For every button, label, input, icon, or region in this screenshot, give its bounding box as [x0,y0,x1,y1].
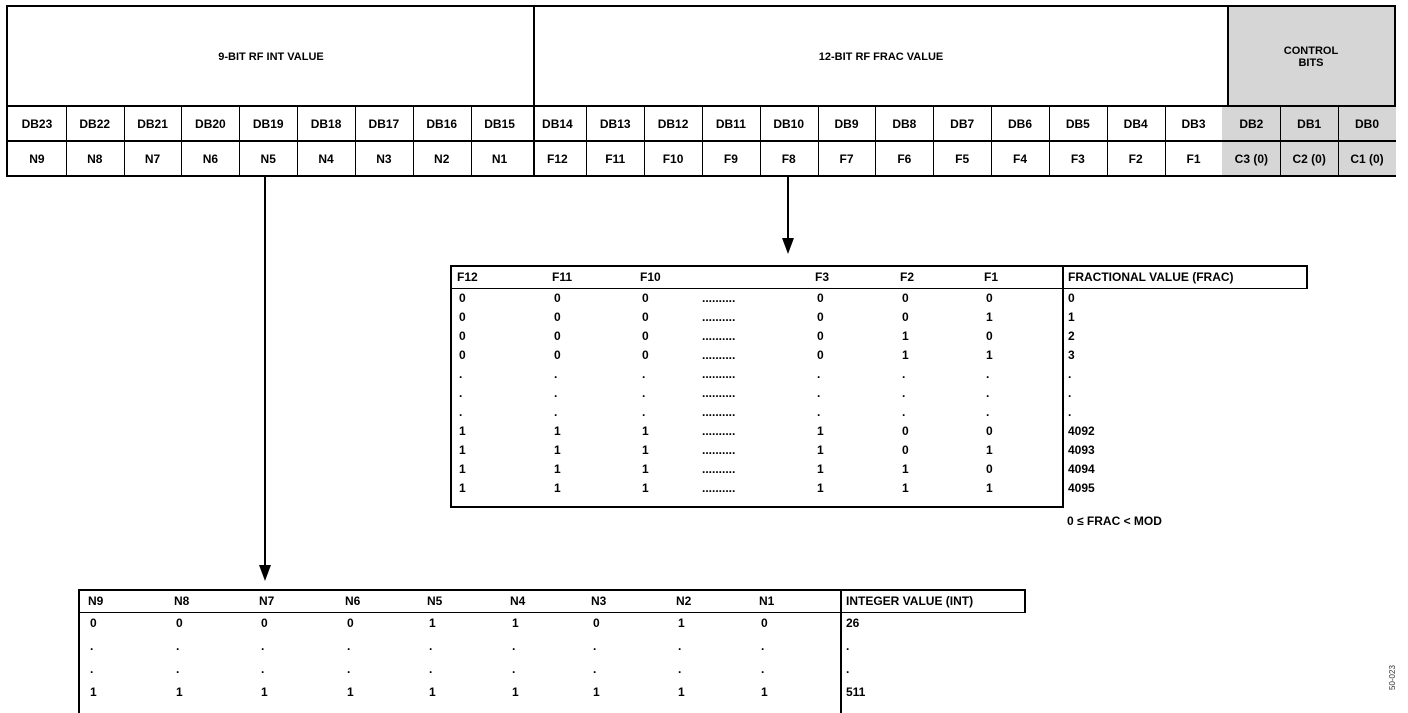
int-cell-0-8: 0 [761,616,768,630]
int-table [78,583,1028,713]
db-label-20: DB3 [1181,116,1206,131]
frac-cell-9-7: 4094 [1068,462,1095,476]
int-cell-0-1: 0 [176,616,183,630]
bit-label-12: F9 [723,151,738,166]
frac-cell-10-5: 1 [902,481,909,495]
frac-cell-5-5: . [902,386,906,400]
frac-cell-0-0: 0 [459,291,466,305]
int-cell-3-6: 1 [593,685,600,699]
frac-cell-6-0: . [459,405,463,419]
frac-cell-2-0: 0 [459,329,466,343]
frac-header-5: F2 [900,270,915,284]
db-label-6: DB17 [368,116,400,131]
frac-group-label: 12-BIT RF FRAC VALUE [818,51,944,63]
frac-cell-4-6: . [986,367,990,381]
db-label-14: DB9 [834,116,859,131]
int-cell-3-7: 1 [678,685,685,699]
bit-label-10: F11 [605,151,626,166]
frac-cell-2-4: 0 [817,329,824,343]
frac-cell-7-1: 1 [554,424,561,438]
int-cell-0-6: 0 [593,616,600,630]
int-cell-3-8: 1 [761,685,768,699]
frac-note: 0 ≤ FRAC < MOD [1067,514,1162,528]
bit-label-3: N6 [202,151,219,166]
int-cell-3-9: 511 [846,685,866,699]
frac-header-4: F3 [815,270,830,284]
frac-cell-8-4: 1 [817,443,824,457]
frac-cell-2-2: 0 [642,329,649,343]
db-label-12: DB11 [715,116,746,131]
frac-cell-2-3: .......... [702,329,736,343]
db-label-0: DB23 [21,116,53,131]
frac-header-0: F12 [457,270,478,284]
frac-cell-2-7: 2 [1068,329,1075,343]
bit-label-14: F7 [839,151,854,166]
int-cell-2-6: . [593,662,597,676]
frac-header-7: FRACTIONAL VALUE (FRAC) [1068,270,1234,284]
int-header-9: INTEGER VALUE (INT) [846,594,974,608]
int-cell-0-4: 1 [429,616,436,630]
int-cell-2-1: . [176,662,180,676]
frac-cell-8-0: 1 [459,443,466,457]
frac-cell-6-2: . [642,405,646,419]
int-cell-3-1: 1 [176,685,183,699]
control-group-label: CONTROL BITS [1283,45,1339,69]
int-cell-2-9: . [846,662,850,676]
frac-cell-6-1: . [554,405,558,419]
int-cell-3-3: 1 [347,685,354,699]
frac-cell-3-4: 0 [817,348,824,362]
db-label-11: DB12 [657,116,689,131]
frac-cell-0-3: .......... [702,291,736,305]
frac-cell-10-2: 1 [642,481,649,495]
frac-cell-4-0: . [459,367,463,381]
int-cell-1-4: . [429,639,433,653]
int-cell-1-5: . [512,639,516,653]
frac-cell-3-5: 1 [902,348,909,362]
frac-cell-1-6: 1 [986,310,993,324]
int-header-0: N9 [88,594,104,608]
frac-cell-8-6: 1 [986,443,993,457]
frac-header-6: F1 [984,270,999,284]
db-label-22: DB1 [1280,107,1338,140]
db-label-9: DB14 [542,116,573,131]
frac-arrow-line [787,177,789,239]
frac-cell-0-2: 0 [642,291,649,305]
bit-label-21: C3 (0) [1222,142,1280,175]
db-label-15: DB8 [892,116,917,131]
frac-cell-10-6: 1 [986,481,993,495]
frac-cell-1-4: 0 [817,310,824,324]
frac-cell-1-2: 0 [642,310,649,324]
frac-arrow-head [782,238,794,254]
frac-cell-5-2: . [642,386,646,400]
int-cell-2-3: . [347,662,351,676]
frac-cell-7-5: 0 [902,424,909,438]
db-label-3: DB20 [195,116,226,131]
db-label-4: DB19 [252,116,284,131]
bit-label-15: F6 [897,151,912,166]
bit-label-9: F12 [547,151,568,166]
bit-label-5: N4 [318,151,334,166]
frac-cell-7-0: 1 [459,424,466,438]
frac-cell-6-4: . [817,405,821,419]
frac-cell-8-3: .......... [702,443,736,457]
frac-cell-6-6: . [986,405,990,419]
db-label-23: DB0 [1338,107,1396,140]
frac-cell-1-7: 1 [1068,310,1075,324]
frac-cell-4-4: . [817,367,821,381]
frac-table [450,258,1310,508]
int-header-2: N7 [259,594,275,608]
frac-cell-3-0: 0 [459,348,466,362]
frac-cell-6-3: .......... [702,405,736,419]
bit-label-19: F2 [1128,151,1143,166]
bit-label-17: F4 [1013,151,1028,166]
bit-label-23: C1 (0) [1338,142,1396,175]
frac-cell-7-6: 0 [986,424,993,438]
frac-cell-5-0: . [459,386,463,400]
frac-cell-6-7: . [1068,405,1072,419]
frac-cell-10-0: 1 [459,481,466,495]
int-cell-2-4: . [429,662,433,676]
int-cell-2-5: . [512,662,516,676]
frac-cell-7-7: 4092 [1068,424,1095,438]
bit-label-2: N7 [144,151,161,166]
int-cell-2-7: . [678,662,682,676]
frac-cell-1-5: 0 [902,310,909,324]
register-diagram [6,5,1396,177]
bit-label-1: N8 [87,151,103,166]
frac-cell-9-0: 1 [459,462,466,476]
frac-cell-7-4: 1 [817,424,824,438]
int-header-7: N2 [676,594,692,608]
frac-cell-0-6: 0 [986,291,993,305]
frac-cell-9-3: .......... [702,462,736,476]
db-label-1: DB22 [79,116,111,131]
int-group-label: 9-BIT RF INT VALUE [218,51,324,63]
int-header-3: N6 [345,594,361,608]
frac-cell-0-5: 0 [902,291,909,305]
int-cell-3-2: 1 [261,685,268,699]
int-cell-1-0: . [90,639,94,653]
db-label-7: DB16 [426,116,458,131]
frac-cell-8-1: 1 [554,443,561,457]
bit-label-8: N1 [491,151,508,166]
frac-cell-9-1: 1 [554,462,561,476]
int-header-4: N5 [427,594,443,608]
frac-header-1: F11 [552,270,573,284]
frac-cell-4-5: . [902,367,906,381]
int-cell-0-7: 1 [678,616,685,630]
db-label-17: DB6 [1008,116,1033,131]
frac-cell-1-1: 0 [554,310,561,324]
int-cell-0-3: 0 [347,616,354,630]
frac-group-header [534,7,1228,107]
frac-cell-7-3: .......... [702,424,736,438]
frac-cell-8-7: 4093 [1068,443,1095,457]
frac-cell-5-4: . [817,386,821,400]
db-label-19: DB4 [1123,116,1148,131]
db-label-18: DB5 [1065,116,1090,131]
frac-cell-10-4: 1 [817,481,824,495]
int-cell-2-2: . [261,662,265,676]
frac-cell-2-5: 1 [902,329,909,343]
frac-header-2: F10 [640,270,661,284]
frac-cell-8-2: 1 [642,443,649,457]
int-header-1: N8 [174,594,190,608]
int-arrow-head [259,565,271,581]
frac-cell-0-4: 0 [817,291,824,305]
frac-cell-9-6: 0 [986,462,993,476]
frac-cell-3-3: .......... [702,348,736,362]
frac-cell-9-5: 1 [902,462,909,476]
frac-cell-4-1: . [554,367,558,381]
frac-cell-2-1: 0 [554,329,561,343]
frac-cell-3-2: 0 [642,348,649,362]
int-header-6: N3 [591,594,607,608]
int-cell-0-0: 0 [90,616,97,630]
frac-cell-0-1: 0 [554,291,561,305]
int-cell-0-5: 1 [512,616,519,630]
frac-cell-5-1: . [554,386,558,400]
frac-cell-10-1: 1 [554,481,561,495]
int-cell-2-8: . [761,662,765,676]
bit-label-7: N2 [434,151,450,166]
bit-label-22: C2 (0) [1280,142,1338,175]
db-label-13: DB10 [773,116,805,131]
frac-cell-7-2: 1 [642,424,649,438]
int-cell-1-3: . [347,639,351,653]
bit-label-13: F8 [781,151,796,166]
int-cell-3-0: 1 [90,685,97,699]
frac-cell-10-3: .......... [702,481,736,495]
frac-cell-3-7: 3 [1068,348,1075,362]
bit-label-20: F1 [1186,151,1201,166]
frac-cell-10-7: 4095 [1068,481,1095,495]
int-cell-1-8: . [761,639,765,653]
db-label-16: DB7 [950,116,975,131]
int-header-5: N4 [510,594,526,608]
frac-cell-2-6: 0 [986,329,993,343]
bit-label-0: N9 [29,151,45,166]
bit-label-16: F5 [955,151,970,166]
int-cell-0-9: 26 [846,616,860,630]
int-cell-1-6: . [593,639,597,653]
figure-tag: 50-023 [1388,665,1397,690]
frac-cell-6-5: . [902,405,906,419]
int-cell-1-9: . [846,639,850,653]
db-label-21: DB2 [1222,107,1280,140]
frac-cell-5-7: . [1068,386,1072,400]
frac-cell-4-3: .......... [702,367,736,381]
frac-cell-4-2: . [642,367,646,381]
frac-cell-8-5: 0 [902,443,909,457]
int-arrow-line [264,177,266,567]
frac-cell-9-2: 1 [642,462,649,476]
frac-cell-3-1: 0 [554,348,561,362]
bit-label-6: N3 [376,151,392,166]
frac-cell-4-7: . [1068,367,1072,381]
db-label-5: DB18 [310,116,342,131]
frac-cell-1-0: 0 [459,310,466,324]
int-cell-3-4: 1 [429,685,436,699]
int-cell-1-1: . [176,639,180,653]
int-cell-1-2: . [261,639,265,653]
int-cell-1-7: . [678,639,682,653]
db-label-10: DB13 [599,116,631,131]
int-group-header [8,7,534,107]
db-label-2: DB21 [137,116,168,131]
control-group-header [1228,7,1394,107]
int-cell-3-5: 1 [512,685,519,699]
frac-cell-5-6: . [986,386,990,400]
frac-cell-9-4: 1 [817,462,824,476]
int-header-8: N1 [759,594,775,608]
db-label-8: DB15 [484,116,515,131]
bit-label-11: F10 [662,151,684,166]
frac-cell-1-3: .......... [702,310,736,324]
int-cell-0-2: 0 [261,616,268,630]
bit-label-4: N5 [260,151,276,166]
frac-cell-5-3: .......... [702,386,736,400]
frac-cell-0-7: 0 [1068,291,1075,305]
frac-cell-3-6: 1 [986,348,993,362]
bit-label-18: F3 [1070,151,1085,166]
int-cell-2-0: . [90,662,94,676]
